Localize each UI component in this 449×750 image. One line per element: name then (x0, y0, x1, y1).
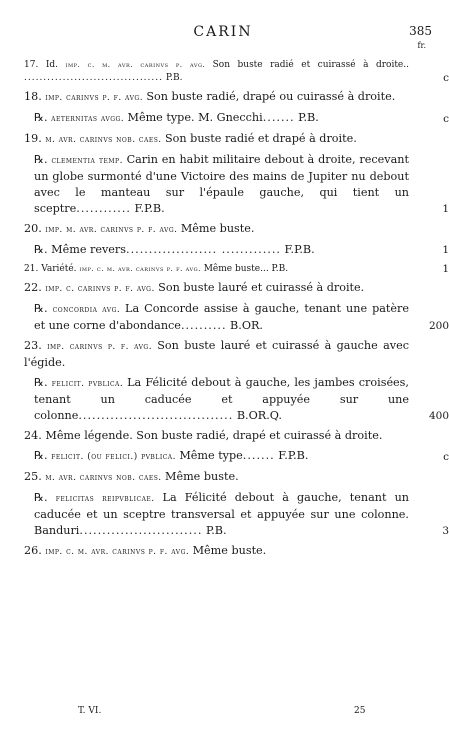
description: Même buste. (180, 222, 255, 235)
price-value: c (443, 113, 449, 125)
entry-prefix: Variété. (41, 264, 80, 274)
coin-legend: felicit. (ou felici.) pvblica. (51, 452, 180, 462)
rarity: B.OR.Q. (233, 409, 282, 422)
obverse-entry (24, 469, 409, 486)
coin-legend: felicit. pvblica. (51, 379, 128, 389)
page-title: CARIN (193, 24, 253, 40)
rarity: B.OR. (226, 319, 263, 332)
price-value: 1 (442, 203, 449, 215)
coin-legend: concordia avg. (52, 305, 126, 315)
rarity: P.B. (163, 73, 183, 83)
price-value: 1 (442, 263, 449, 275)
description: Même buste. (165, 470, 239, 483)
description: La Concorde assise à gauche, tenant une patère et une corne d'abondance (34, 302, 409, 332)
reverse-entry (24, 375, 449, 424)
entry-number: 19. (24, 132, 46, 145)
reverse-entry (24, 301, 449, 334)
dot-leader: ........................... (79, 524, 203, 537)
entry-number: 26. (24, 544, 46, 557)
description: La Félicité debout à gauche, les jambes croisées, tenant un caducée et appuyée sur une colonne (34, 376, 409, 422)
entry-number: 18. (24, 90, 46, 103)
price-column-label: fr. (417, 41, 426, 50)
price-value: c (443, 451, 449, 463)
page-header (0, 24, 446, 48)
reverse-entry (24, 110, 449, 127)
entry-number: 17. (24, 60, 46, 70)
page-number: 385 (409, 24, 432, 38)
description: Même buste. (192, 544, 267, 557)
description: La Félicité debout à gauche, tenant un caducée et un sceptre transversal et appuyée sur une colonne. Banduri (34, 491, 409, 537)
dot-leader: .................... ............. (126, 243, 281, 256)
coin-legend: clementia temp. (51, 156, 127, 166)
obverse-entry (24, 428, 409, 444)
coin-legend: imp. m. avr. carinvs p. f. avg. (45, 225, 181, 235)
price-value: 200 (428, 320, 449, 332)
reverse-entry (24, 448, 449, 465)
description: Son buste lauré et cuirassé à gauche avec l'égide. (24, 339, 409, 369)
description: Même buste... (203, 264, 269, 274)
entry-prefix: Id. (45, 60, 66, 70)
price-value: 400 (428, 410, 449, 422)
obverse-entry (24, 280, 409, 297)
entry-number: 24. (24, 429, 46, 442)
reverse-symbol: ℞. (34, 111, 52, 124)
obverse-entry (24, 131, 409, 148)
rarity: F.P.B. (280, 243, 315, 256)
reverse-symbol: ℞. (34, 243, 52, 256)
obverse-entry (24, 338, 409, 371)
description: Même type (179, 449, 243, 462)
description: Son buste radié et drapé à droite. (165, 132, 357, 145)
description: Son buste radié, drapé ou cuirassé à droite. (146, 90, 396, 103)
reverse-symbol: ℞. (34, 376, 52, 389)
rarity: F.P.B. (130, 202, 165, 215)
reverse-symbol: ℞. (34, 153, 52, 166)
coin-legend: imp. c. m. avr. carinvs p. f. avg. (45, 547, 193, 557)
catalog-entries (24, 58, 449, 564)
obverse-entry (24, 221, 409, 238)
price-value: 1 (442, 244, 449, 256)
obverse-entry (24, 543, 409, 560)
rarity: F.P.B. (274, 449, 309, 462)
obverse-entry (24, 89, 409, 106)
reverse-symbol: ℞. (34, 449, 52, 462)
description: Son buste radié et cuirassé à droite.. (212, 60, 409, 70)
reverse-symbol: ℞. (34, 491, 56, 504)
coin-legend: felicitas reipvblicae. (55, 494, 163, 504)
entry-number: 21. (24, 264, 42, 274)
dot-leader: .................................... (24, 73, 163, 83)
coin-legend: imp. carinvs p. f. avg. (47, 342, 158, 352)
coin-legend: imp. c. m. avr. carinvs p. avg. (65, 60, 213, 69)
coin-legend: imp. c. carinvs p. f. avg. (45, 284, 159, 294)
signature-number: 25 (354, 706, 366, 716)
description: Même légende. Son buste radié, drapé et cuirassé à droite. (45, 429, 383, 442)
rarity: P.B. (202, 524, 227, 537)
entry-number: 22. (24, 281, 46, 294)
dot-leader: ....... (242, 449, 275, 462)
description: Même type. M. Gnecchi (127, 111, 263, 124)
coin-legend: imp. c. m. avr. carinvs p. f. avg. (79, 264, 204, 273)
dot-leader: .......... (180, 319, 227, 332)
coin-legend: m. avr. carinvs nob. caes. (45, 135, 165, 145)
coin-legend: m. avr. carinvs nob. caes. (45, 473, 165, 483)
entry-number: 23. (24, 339, 48, 352)
price-value: c (443, 72, 449, 84)
obverse-entry (24, 262, 449, 276)
description: Carin en habit militaire debout à droite, recevant un globe surmonté d'une Victoire des mains de Jupiter nu debout avec le manteau sur l'épaule gauche, qui tient un sceptre (34, 153, 409, 215)
entry-number: 20. (24, 222, 46, 235)
rarity: P.B. (268, 264, 289, 274)
volume-label: T. VI. (78, 706, 102, 716)
description: Son buste lauré et cuirassé à droite. (158, 281, 365, 294)
reverse-entry (24, 242, 449, 258)
dot-leader: ............ (76, 202, 131, 215)
reverse-symbol: ℞. (34, 302, 53, 315)
coin-legend: aeternitas avgg. (51, 114, 128, 124)
entry-number: 25. (24, 470, 46, 483)
reverse-entry (24, 490, 449, 539)
rarity: P.B. (294, 111, 319, 124)
obverse-entry (24, 58, 449, 85)
reverse-entry (24, 152, 449, 217)
dot-leader: ....... (262, 111, 295, 124)
price-value: 3 (442, 525, 449, 537)
coin-legend: imp. carinvs p. f. avg. (45, 93, 147, 103)
description: Même revers (51, 243, 127, 256)
dot-leader: .................................. (78, 409, 234, 422)
